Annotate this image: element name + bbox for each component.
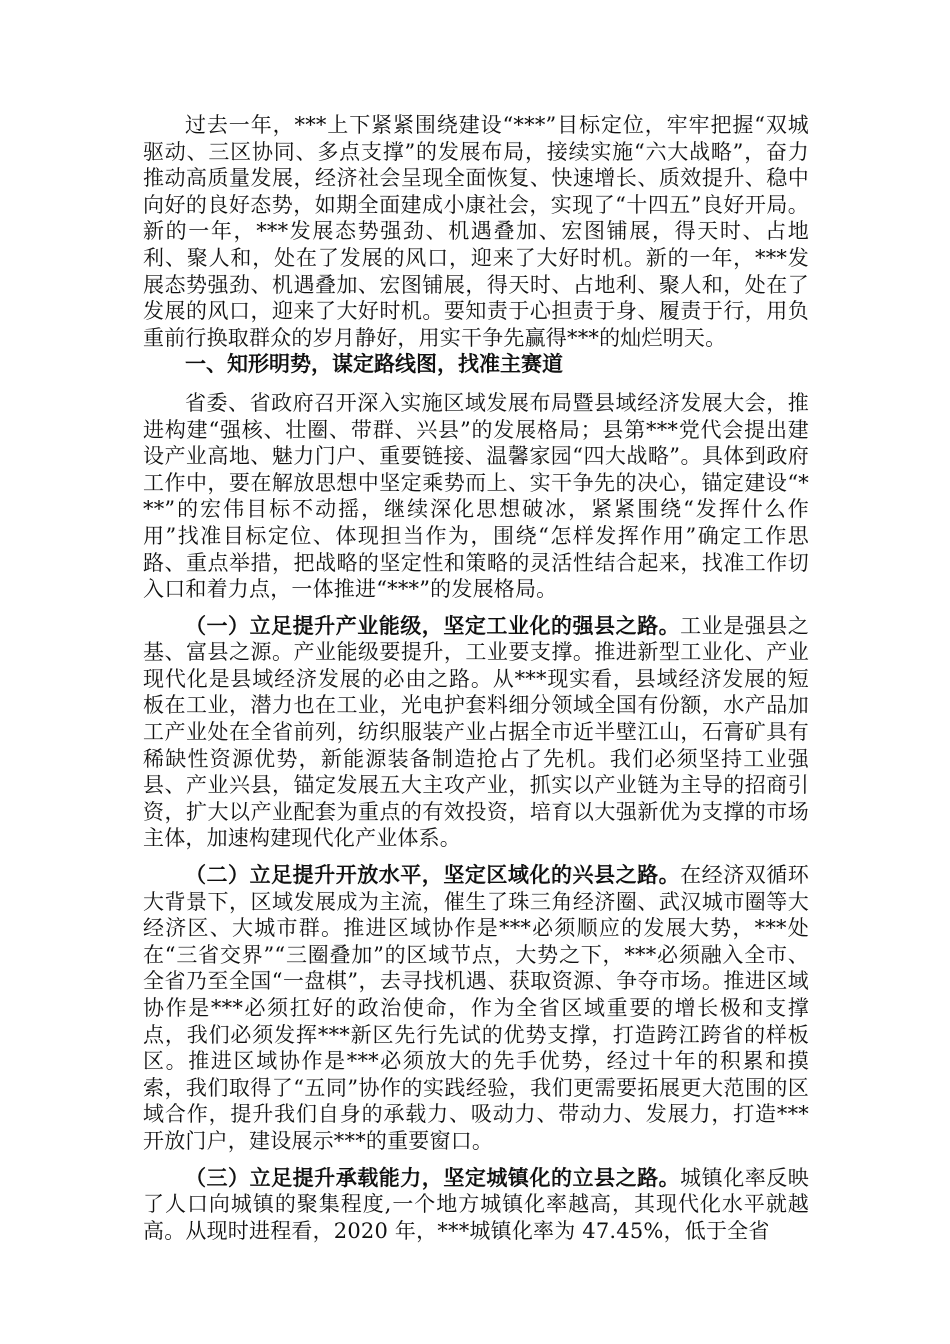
point-lead-1: （一）立足提升产业能级，坚定工业化的强县之路。 <box>185 612 681 638</box>
intro-paragraph: 过去一年，***上下紧紧围绕建设“***”目标定位，牢牢把握“双城驱动、三区协同、多点支撑”的发展布局，接续实施“六大战略”，奋力推动高质量发展，经济社会呈现全面恢复、快速增长、质效提升、稳中向好的良好态势，如期全面建成小康社会，实现了“十四五”良好开局。新的一年，***发展态势强劲、机遇叠加、宏图铺展，得天时、占地利、聚人和，处在了发展的风口，迎来了大好时机。新的一年，***发展态势强劲、机遇叠加、宏图铺展，得天时、占地利、聚人和，处在了发展的风口，迎来了大好时机。要知责于心担责于身、履责于行，用负重前行换取群众的岁月静好，用实干争先赢得***的灿烂明天。 <box>143 113 809 350</box>
point-paragraph-1 <box>143 613 809 852</box>
point-paragraph-3 <box>143 1165 809 1245</box>
point-paragraph-2 <box>143 862 809 1155</box>
point-lead-2: （二）立足提升开放水平，坚定区域化的兴县之路。 <box>185 862 681 888</box>
section-body-paragraph: 省委、省政府召开深入实施区域发展布局暨县域经济发展大会，推进构建“强核、壮圈、带群、兴县”的发展格局；县第***党代会提出建设产业高地、魅力门户、重要链接、温馨家园“四大战略”。具体到政府工作中，要在解放思想中坚定乘势而上、实干争先的决心，锚定建设“***”的宏伟目标不动摇，继续深化思想破冰，紧紧围绕“发挥什么作用”找准目标定位、体现担当作为，围绕“怎样发挥作用”确定工作思路、重点举措，把战略的坚定性和策略的灵活性结合起来，找准工作切入口和着力点，一体推进“***”的发展格局。 <box>143 390 809 602</box>
point-body-1: 工业是强县之基、富县之源。产业能级要提升，工业要支撑。推进新型工业化、产业现代化是县域经济发展的必由之路。从***现实看，县域经济发展的短板在工业，潜力也在工业，光电护套料细分领域全国有份额，水产品加工产业处在全省前列，纺织服装产业占据全市近半壁江山，石膏矿具有稀缺性资源优势，新能源装备制造抢占了先机。我们必须坚持工业强县、产业兴县，锚定发展五大主攻产业，抓实以产业链为主导的招商引资，扩大以产业配套为重点的有效投资，培育以大强新优为支撑的市场主体，加速构建现代化产业体系。 <box>143 613 809 851</box>
document-page <box>143 112 809 1244</box>
section-heading: 一、知形明势，谋定路线图，找准主赛道 <box>185 351 563 377</box>
point-body-2: 在经济双循环大背景下，区域发展成为主流，催生了珠三角经济圈、武汉城市圈等大经济区、大城市群。推进区域协作是***必须顺应的发展大势，***处在“三省交界”“三圈叠加”的区域节点，大势之下，***必须融入全市、全省乃至全国“一盘棋”，去寻找机遇、获取资源、争夺市场。推进区域协作是***必须扛好的政治使命，作为全省区域重要的增长极和支撑点，我们必须发挥***新区先行先试的优势支撑，打造跨江跨省的样板区。推进区域协作是***必须放大的先手优势，经过十年的积累和摸索，我们取得了“五同”协作的实践经验，我们更需要拓展更大范围的区域合作，提升我们自身的承载力、吸动力、带动力、发展力，打造***开放门户，建设展示***的重要窗口。 <box>143 863 809 1153</box>
point-lead-3: （三）立足提升承载能力，坚定城镇化的立县之路。 <box>185 1164 681 1190</box>
point-body-3: 城镇化率反映了人口向城镇的聚集程度,一个地方城镇化率越高，其现代化水平就越高。从现时进程看，2020 年，***城镇化率为 47.45%，低于全省 <box>143 1165 809 1243</box>
